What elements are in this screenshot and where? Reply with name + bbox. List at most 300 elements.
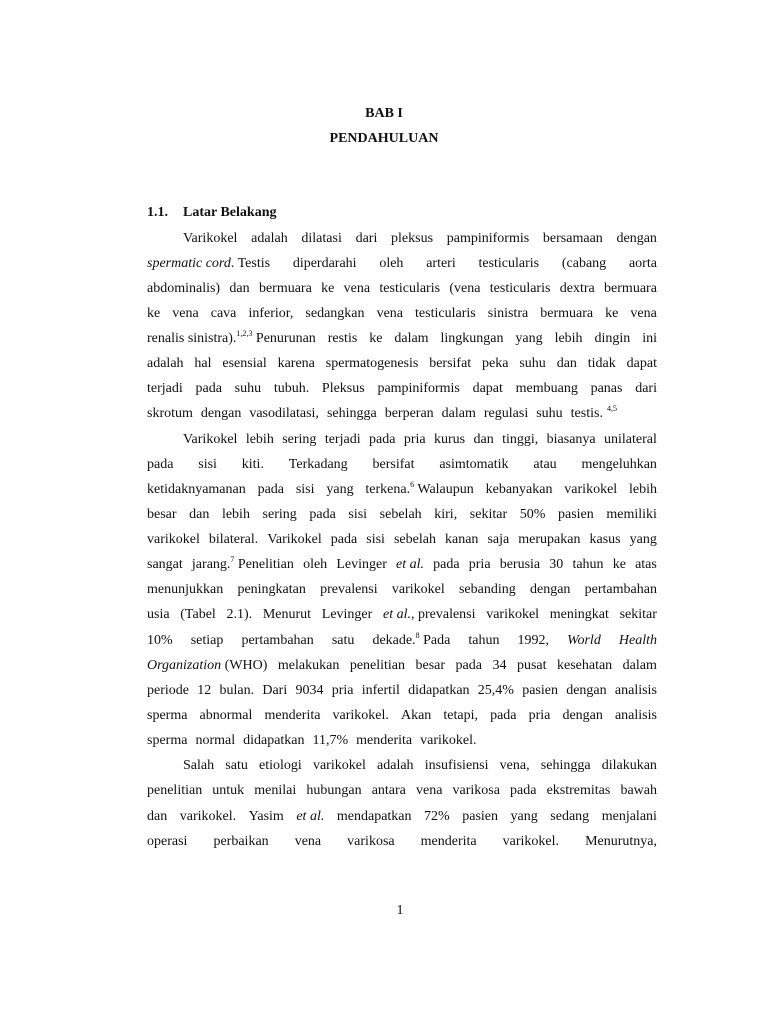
word: menderita [264,708,321,723]
word-group [362,682,400,700]
text-line [183,230,657,248]
word: Dari [262,683,288,698]
italic-text: et al. [382,607,411,622]
word: kurus [433,432,466,447]
word: dengan [616,231,657,246]
word: 11,7% [312,733,349,748]
word: oleh [303,557,328,572]
word-group [619,632,657,650]
word: hubungan [306,783,362,798]
word: pria [403,432,426,447]
word: analisis [614,683,657,698]
word-group [147,808,167,826]
word-group [555,330,583,348]
word: penelitian [147,783,203,798]
word: sisi [295,482,315,497]
word-group [222,506,250,524]
word: normal [195,733,236,748]
text-line [147,782,657,800]
text-line [147,506,657,524]
word-group [394,531,436,549]
word: varikokel [564,482,618,497]
word-group [617,230,657,248]
word-group [147,280,220,298]
word-group [295,833,321,851]
word-group [424,808,450,826]
word-group [615,682,657,700]
word: pada [368,432,396,447]
word-group [322,380,365,398]
word-group [213,833,268,851]
word: spermatogenesis [325,356,419,371]
word: varikokel [486,607,540,622]
word-group [441,330,504,348]
word-group [401,707,431,725]
word: (Tabel [180,607,216,622]
word: sedangkan [305,306,365,321]
word: dilatasi [301,231,342,246]
word: varikokel [391,582,445,597]
word: dan [229,281,250,296]
word-group [566,682,606,700]
citation-superscript: 1,2,3 [236,329,253,338]
italic-text: Organization [147,658,222,673]
word: merupakan [518,532,581,547]
word: Terkadang [288,457,348,472]
word: testicularis [379,281,441,296]
word: varikokel. [179,809,237,824]
word-group [258,481,284,499]
word-group [356,230,378,248]
italic-text: spermatic cord [147,256,231,271]
word-group [629,481,657,499]
word: peningkatan [237,582,306,597]
word-group [222,355,266,373]
word-group [306,782,361,800]
word: kiri, [434,507,458,522]
word-group [313,732,353,750]
word-group [183,757,214,775]
word: tinggi, [502,432,539,447]
word: 34 [492,658,507,673]
word-group [379,255,403,273]
word-group [264,707,320,725]
word-group [147,581,223,599]
text-line [147,481,657,499]
word-group [635,556,657,574]
word: kanan [444,532,479,547]
word: dextra [559,281,595,296]
word-group [321,280,334,298]
word: tubuh. [273,381,310,396]
text-line [147,657,657,675]
word: lebih [245,432,274,447]
word-group [459,581,516,599]
word: pusat [516,658,547,673]
word: 50% [519,507,546,522]
word-group [303,556,327,574]
word-group [549,556,563,574]
word-group [571,405,617,423]
section-heading [147,205,276,221]
word: 25,4% [477,683,514,698]
italic-text: Health [618,633,657,648]
word: didapatkan [408,683,470,698]
word-group [195,732,239,750]
word: yang [629,532,657,547]
word: pertambahan [241,633,314,648]
word-group [332,682,354,700]
word-group [604,280,657,298]
word-group [517,657,547,675]
word: meningkat [549,607,609,622]
word: bersifat [372,457,415,472]
word: menderita [356,733,413,748]
word: hal [194,356,212,371]
word-group [172,305,198,323]
word: berperan [384,406,434,421]
word-group [183,431,237,449]
word: 1992, [517,633,550,648]
word: perbaikan [213,834,269,849]
word-group [558,506,594,524]
word: dan [189,507,210,522]
word: suhu [234,381,262,396]
word-group [541,757,591,775]
word: dalam [441,406,476,421]
word: sehingga [540,758,591,773]
word: vena [415,783,443,798]
word: 10% [147,633,173,648]
word-group [394,330,428,348]
word-group [550,808,589,826]
word: pria [528,708,551,723]
word-group [322,606,373,624]
text-line [147,556,657,574]
word-group [369,330,382,348]
word: varikokel. [502,834,560,849]
word-group [557,657,612,675]
word-group [377,757,414,775]
word-group [147,355,184,373]
word-group [620,606,657,624]
word-group [180,606,216,624]
word: bilateral. [208,532,259,547]
word: Pleksus [321,381,365,396]
word-group [183,230,237,248]
word-group [434,506,457,524]
word-group [191,632,224,650]
word-group [237,581,305,599]
word: dengan [200,406,242,421]
word-group [259,757,302,775]
word-group [327,405,381,423]
word-group [620,782,657,800]
word-group [147,305,160,323]
word: tidak [587,356,616,371]
word-group [642,330,657,348]
text-line [147,732,657,750]
word-group [377,380,459,398]
word: menunjukkan [147,582,224,597]
word-group [147,833,187,851]
word: menilai [254,783,297,798]
word-group [473,380,503,398]
word-group [615,707,657,725]
word-group [201,405,245,423]
word-group [623,657,657,675]
word: sperma [147,733,188,748]
word: Penelitian [234,557,294,572]
word-group [331,531,357,549]
word-group [209,531,258,549]
word: ini [642,331,657,346]
word: etiologi [259,758,302,773]
word: skrotum [147,406,193,421]
word-group [429,355,471,373]
word: pada [330,532,358,547]
text-line [147,305,657,323]
word: pria [468,557,491,572]
word-group [425,757,489,775]
word: testicularis [415,306,476,321]
word: terkena. [365,482,411,497]
word-group [301,230,341,248]
word: sering [262,507,297,522]
word-group [313,757,366,775]
word: vena [172,306,199,321]
word: periode [147,683,189,698]
word-group [377,305,403,323]
word: asimtomatik [439,457,509,472]
word-group [192,556,294,574]
word: pasien [462,809,499,824]
word-group [482,355,508,373]
word: pada [455,658,482,673]
word-group [249,808,284,826]
word-group [293,255,357,273]
word: pampiniformis [446,231,530,246]
word: pria [331,683,354,698]
word: usia [147,607,170,622]
text-line [147,280,657,298]
word: diperdarahi [292,256,357,271]
word-group [529,707,551,725]
word: cava [210,306,237,321]
word-group [296,481,315,499]
word-group [487,531,509,549]
word: satu [331,633,355,648]
word-group [530,581,570,599]
word: kiti. [241,457,264,472]
word-group [557,355,577,373]
word: Penurunan [252,331,316,346]
word: dengan [562,708,603,723]
word: antara [371,783,406,798]
word: sebanding [458,582,516,597]
word-group [488,305,528,323]
word: Levinger [336,557,387,572]
word: melakukan [277,658,340,673]
word-group [263,606,311,624]
word-group [519,355,545,373]
word-group [332,632,355,650]
word: aorta [628,256,657,271]
word: sisi [348,507,368,522]
word: sinistra [487,306,529,321]
text-line [147,808,657,826]
word-group [333,707,389,725]
word-group [227,606,253,624]
word-group [500,556,540,574]
word-group [490,707,516,725]
word-group [443,707,478,725]
word: , prevalensi [410,607,476,622]
word-group [543,230,603,248]
word: vena [630,306,657,321]
word-group [195,380,221,398]
word-group [591,380,623,398]
word-group [533,456,556,474]
word-group [259,280,312,298]
word: mendapatkan [336,809,412,824]
text-line [147,405,657,423]
word: kasus [589,532,621,547]
word-group [500,757,530,775]
word: lebih [629,482,657,497]
word-group [589,531,620,549]
word-group [478,255,539,273]
word-group [254,782,296,800]
word: mengeluhkan [581,457,657,472]
word-group [295,682,323,700]
word: operasi [147,834,188,849]
word-group [486,606,539,624]
word-group [348,506,367,524]
word-group [147,782,202,800]
word-group [296,808,324,826]
word-group [416,657,446,675]
word-group [212,782,244,800]
word: panas [590,381,623,396]
word: 2.1). [226,607,253,622]
word: varikosa [452,783,500,798]
word-group [263,506,297,524]
word: dapat [472,381,503,396]
word: vasodilatasi, [249,406,319,421]
word-group [522,682,558,700]
word-group [147,556,183,574]
word: terjadi [324,432,361,447]
word-group [415,305,476,323]
word: ke [321,281,335,296]
word: adalah [251,231,288,246]
word: varikokel. [332,708,389,723]
text-line [147,255,657,273]
italic-text: et al. [296,809,325,824]
word: karena [277,356,315,371]
word: bulan. [219,683,255,698]
word-group [225,757,248,775]
word-group [147,606,170,624]
word: didapatkan [243,733,305,748]
word-group [194,355,211,373]
text-line [147,682,657,700]
word-group [468,632,499,650]
word-group [550,606,609,624]
word-group [486,481,553,499]
text-line [183,757,657,775]
word-group [278,657,339,675]
word-group [147,531,200,549]
word-group [274,380,309,398]
word-group [564,481,617,499]
word: ke [147,306,161,321]
word-group [229,280,249,298]
word-group [380,506,422,524]
word: insufisiensi [424,758,489,773]
word: bermuara [604,281,657,296]
word: inferior, [248,306,294,321]
word: Levinger [321,607,373,622]
word-group [503,833,559,851]
word: jarang. [191,557,231,572]
word: memiliki [606,507,657,522]
word-group [385,405,438,423]
word: lebih [221,507,250,522]
word-group [518,632,550,650]
word: vena [376,306,403,321]
citation-superscript: 7 [230,555,235,564]
word: (WHO) [221,658,268,673]
word-group [243,732,308,750]
word-group [635,380,657,398]
word: vena [294,834,322,849]
word-group [392,581,445,599]
text-line [147,707,657,725]
word-group [520,506,546,524]
word-group [369,431,395,449]
word-group [585,833,657,851]
word-group [585,581,657,599]
word-group [200,707,253,725]
word: atau [533,457,557,472]
word: Varikokel [267,532,322,547]
word-group [189,506,209,524]
word: ke [369,331,383,346]
word-group [180,808,236,826]
word-group [241,632,313,650]
word-group [613,556,626,574]
word-group [490,280,551,298]
word-group [426,255,456,273]
word-group [336,556,387,574]
word: sedang [550,809,590,824]
word: terjadi [147,381,183,396]
text-line [147,355,657,373]
word: infertil [361,683,400,698]
word: satu [225,758,248,773]
word-group [350,657,405,675]
word: adalah [377,758,414,773]
word: untuk [212,783,245,798]
word-group [605,305,618,323]
word: menjalani [601,809,657,824]
word-group [328,330,358,348]
word-group [562,707,602,725]
word-group [434,431,465,449]
word: dan [556,356,577,371]
